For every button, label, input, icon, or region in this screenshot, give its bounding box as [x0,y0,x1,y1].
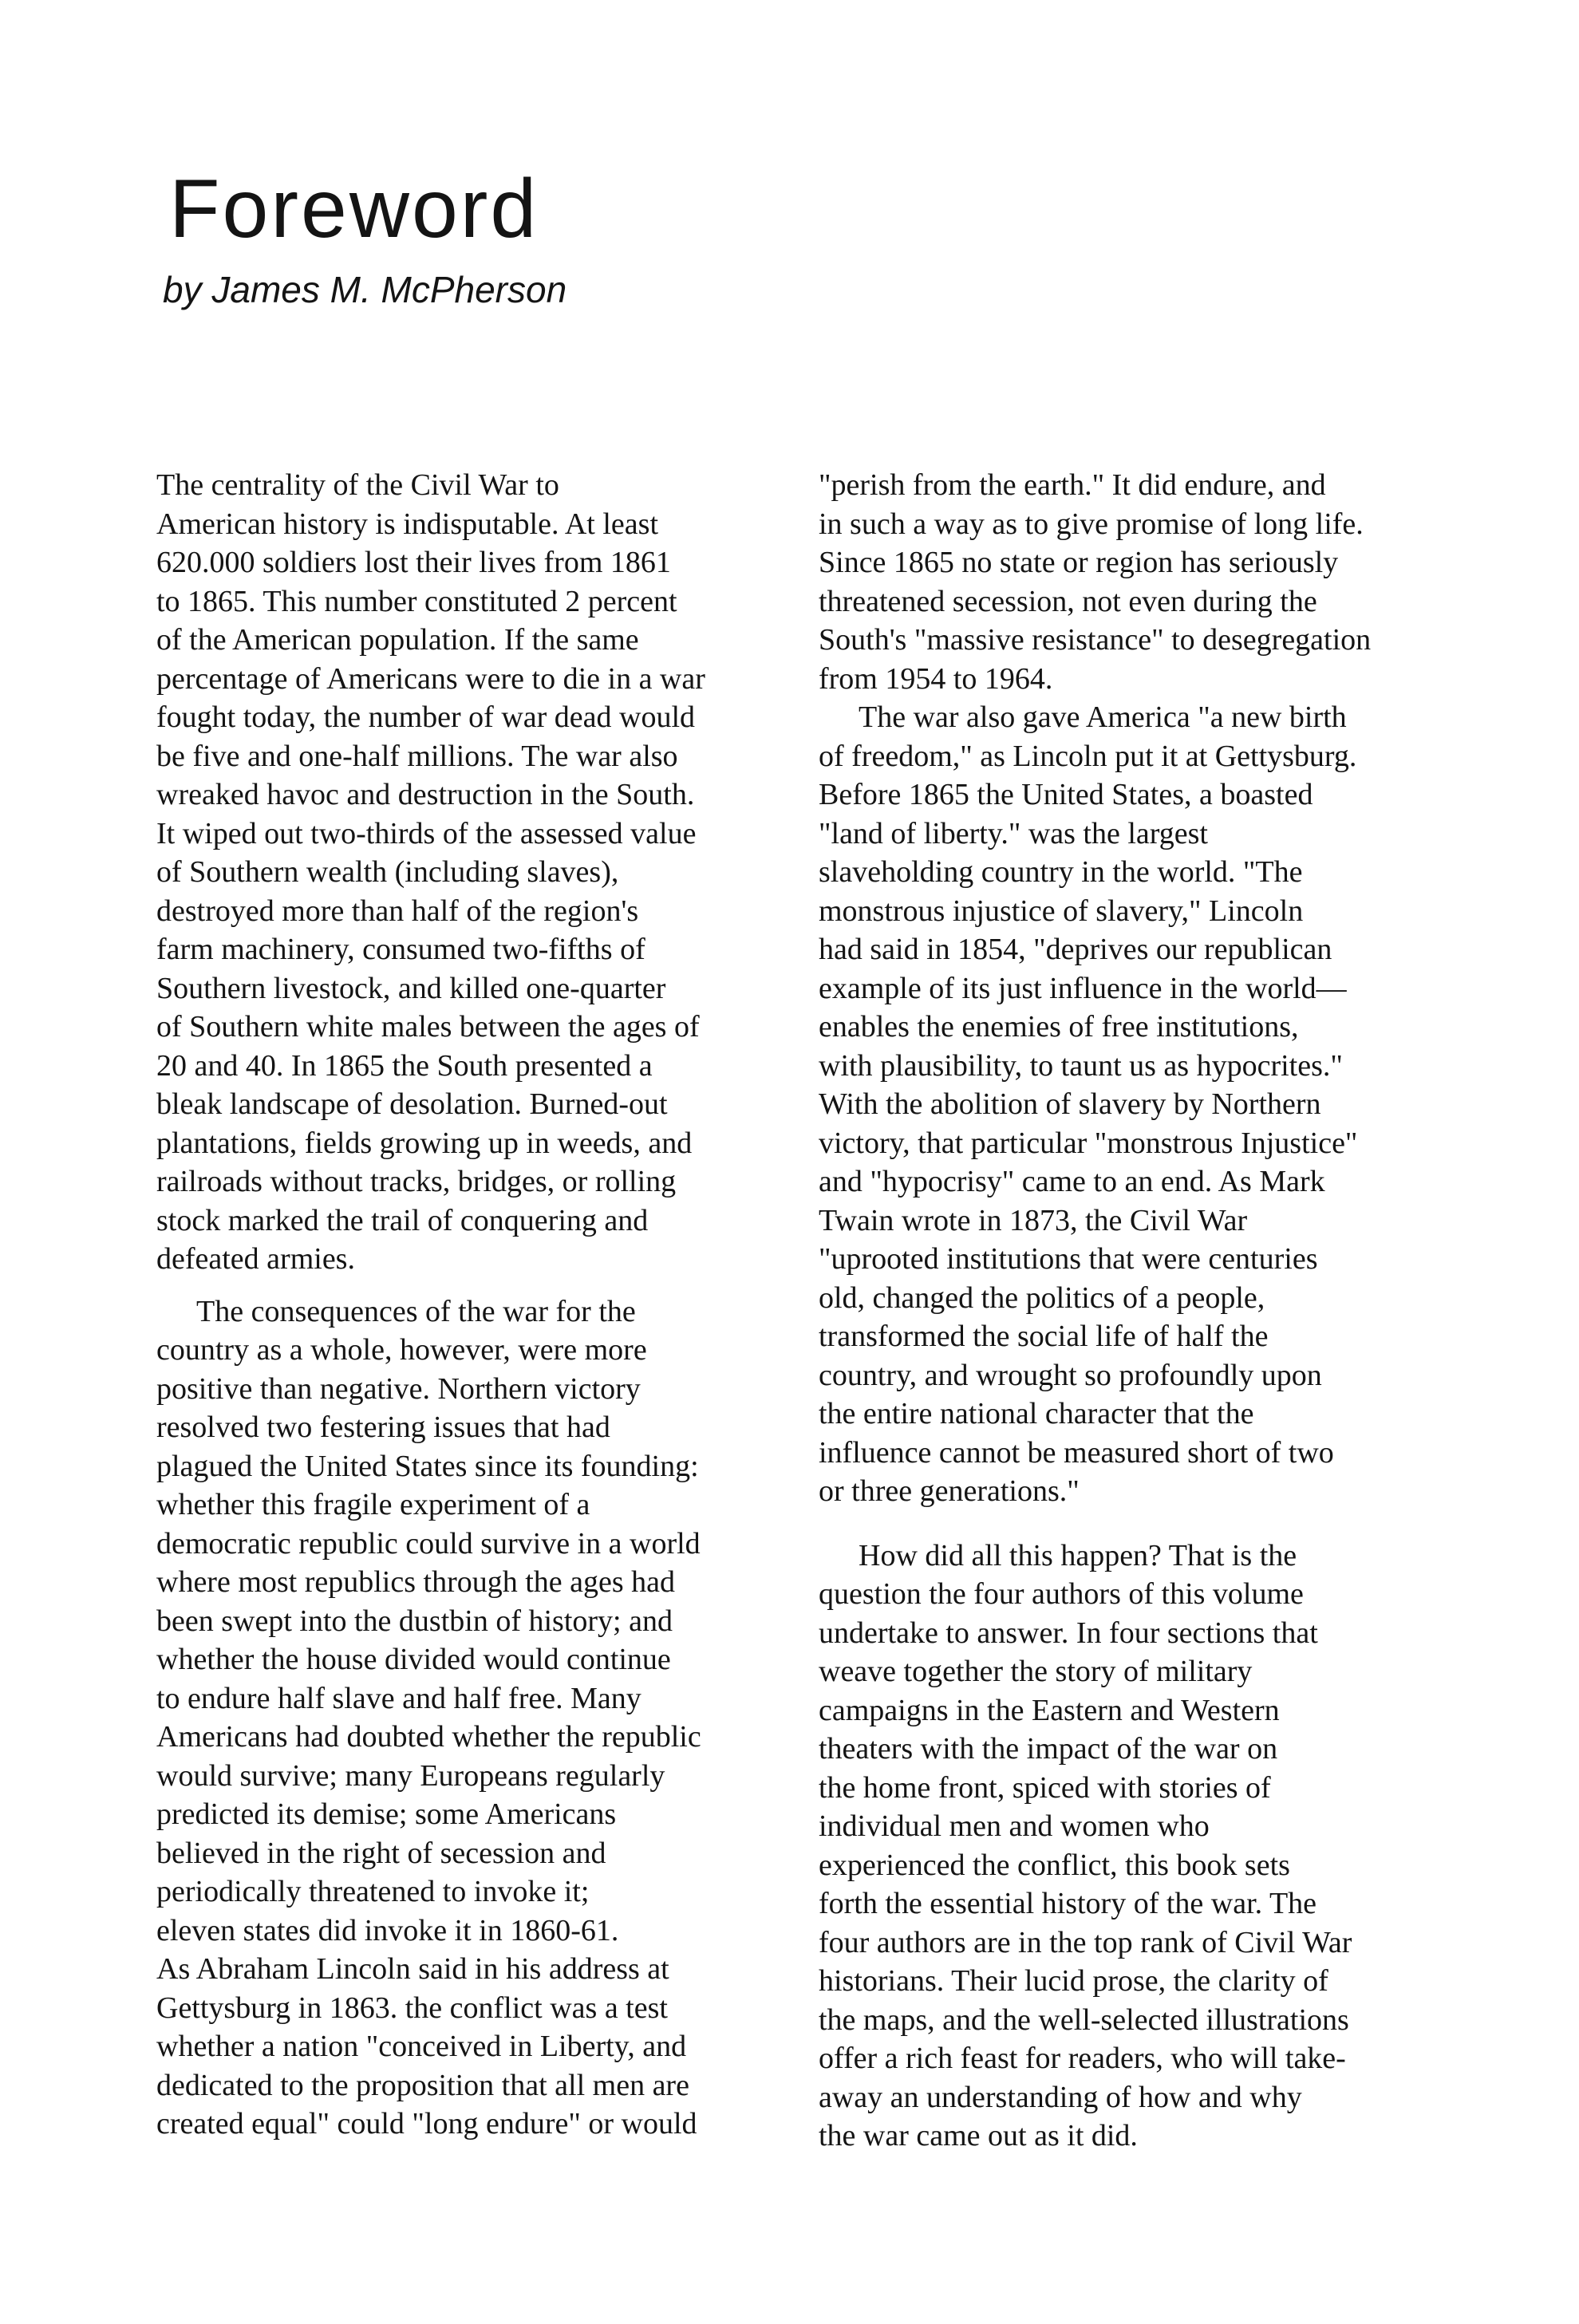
text-line: would survive; many Europeans regularly [156,1758,665,1793]
text-line: threatened secession, not even during the [819,584,1317,618]
text-line: question the four authors of this volume [819,1577,1304,1611]
text-line: to endure half slave and half free. Many [156,1681,641,1715]
text-line: campaigns in the Eastern and Western [819,1693,1280,1727]
text-line: predicted its demise; some Americans [156,1797,617,1831]
text-line: whether this fragile experiment of a [156,1488,590,1521]
text-line: percentage of Americans were to die in a war [156,661,705,696]
text-line: The centrality of the Civil War to [156,468,559,502]
text-line: with plausibility, to taunt us as hypocrites." [819,1048,1343,1083]
text-line: weave together the story of military [819,1655,1253,1688]
text-line: How did all this happen? That is the [859,1538,1297,1572]
paragraph [819,466,1425,698]
text-line: been swept into the dustbin of history; and [156,1604,673,1638]
text-line: victory, that particular "monstrous Injustice" [819,1126,1358,1160]
text-line: offer a rich feast for readers, who will take- [819,2042,1346,2075]
byline: by James M. McPherson [163,269,567,310]
text-line: periodically threatened to invoke it; [156,1875,590,1908]
text-line: where most republics through the ages had [156,1565,676,1599]
text-line: dedicated to the proposition that all men are [156,2068,689,2102]
text-line: slaveholding country in the world. "The [819,855,1303,889]
text-line: or three generations." [819,1474,1080,1508]
text-line: example of its just influence in the world— [819,971,1347,1005]
text-line: 620.000 soldiers lost their lives from 1861 [156,546,671,579]
text-line: "perish from the earth." It did endure, and [819,468,1326,502]
paragraph [819,1537,1425,2156]
text-line: 20 and 40. In 1865 the South presented a [156,1048,653,1083]
text-line: undertake to answer. In four sections that [819,1616,1318,1650]
text-line: Since 1865 no state or region has seriously [819,546,1339,579]
page-title: Foreword [169,163,539,255]
text-line: whether the house divided would continue [156,1643,671,1676]
left-column [156,466,763,2144]
text-line: plantations, fields growing up in weeds, and [156,1126,693,1160]
text-line: positive than negative. Northern victory [156,1371,641,1406]
text-line: country as a whole, however, were more [156,1333,647,1367]
paragraph [156,1292,763,2144]
text-line: and "hypocrisy" came to an end. As Mark [819,1165,1325,1198]
text-line: bleak landscape of desolation. Burned-out [156,1087,668,1121]
text-line: resolved two festering issues that had [156,1411,610,1444]
text-line: of the American population. If the same [156,623,639,657]
text-line: plagued the United States since its founding: [156,1449,699,1483]
text-line: believed in the right of secession and [156,1836,606,1870]
text-line: the entire national character that the [819,1397,1254,1430]
text-line: Before 1865 the United States, a boasted [819,778,1313,811]
text-line: democratic republic could survive in a world [156,1526,701,1561]
text-line: forth the essential history of the war. The [819,1887,1317,1920]
text-line: of freedom," as Lincoln put it at Gettysburg. [819,739,1357,773]
text-line: destroyed more than half of the region's [156,894,639,928]
text-line: South's "massive resistance" to desegregation [819,623,1372,657]
text-line: It wiped out two-thirds of the assessed value [156,816,697,850]
text-line: be five and one-half millions. The war also [156,739,678,773]
text-line: stock marked the trail of conquering and [156,1203,649,1237]
text-line: defeated armies. [156,1242,355,1276]
text-line: of Southern white males between the ages of [156,1010,700,1044]
text-line: influence cannot be measured short of two [819,1435,1334,1470]
text-line: historians. Their lucid prose, the clarity of [819,1964,1328,1998]
text-line: whether a nation "conceived in Liberty, and [156,2030,687,2063]
text-line: four authors are in the top rank of Civil War [819,1925,1352,1959]
text-line: "uprooted institutions that were centuries [819,1242,1318,1276]
text-line: fought today, the number of war dead would [156,700,696,734]
text-line: individual men and women who [819,1809,1210,1843]
text-line: old, changed the politics of a people, [819,1280,1265,1315]
text-line: the home front, spiced with stories of [819,1770,1271,1805]
text-line: monstrous injustice of slavery," Lincoln [819,894,1304,928]
text-line: created equal" could "long endure" or would [156,2107,697,2141]
text-line: had said in 1854, "deprives our republican [819,933,1332,966]
text-line: "land of liberty." was the largest [819,816,1208,850]
text-line: theaters with the impact of the war on [819,1732,1278,1766]
text-line: Gettysburg in 1863. the conflict was a test [156,1991,668,2025]
text-line: The war also gave America "a new birth [859,700,1347,734]
text-line: experienced the conflict, this book sets [819,1848,1290,1882]
text-line: railroads without tracks, bridges, or rolling [156,1165,677,1198]
text-line: American history is indisputable. At least [156,507,659,541]
text-line: As Abraham Lincoln said in his address at [156,1952,669,1986]
text-line: Southern livestock, and killed one-quarter [156,971,666,1005]
text-line: to 1865. This number constituted 2 percent [156,584,677,618]
text-line: from 1954 to 1964. [819,661,1053,696]
text-line: away an understanding of how and why [819,2080,1302,2114]
text-line: Americans had doubted whether the republic [156,1720,701,1754]
text-line: With the abolition of slavery by Northern [819,1087,1321,1121]
text-line: of Southern wealth (including slaves), [156,855,619,889]
text-line: wreaked havoc and destruction in the South. [156,778,695,811]
right-column [819,466,1425,2156]
text-line: eleven states did invoke it in 1860-61. [156,1913,619,1947]
text-line: country, and wrought so profoundly upon [819,1358,1322,1392]
text-line: farm machinery, consumed two-fifths of [156,933,645,966]
paragraph [819,698,1425,1511]
text-line: enables the enemies of free institutions, [819,1010,1299,1044]
text-line: The consequences of the war for the [196,1294,636,1328]
text-line: Twain wrote in 1873, the Civil War [819,1203,1248,1237]
paragraph [156,466,763,1279]
text-line: the maps, and the well-selected illustrations [819,2002,1349,2037]
text-line: in such a way as to give promise of long life. [819,507,1364,541]
text-line: transformed the social life of half the [819,1320,1269,1353]
text-line: the war came out as it did. [819,2119,1138,2152]
